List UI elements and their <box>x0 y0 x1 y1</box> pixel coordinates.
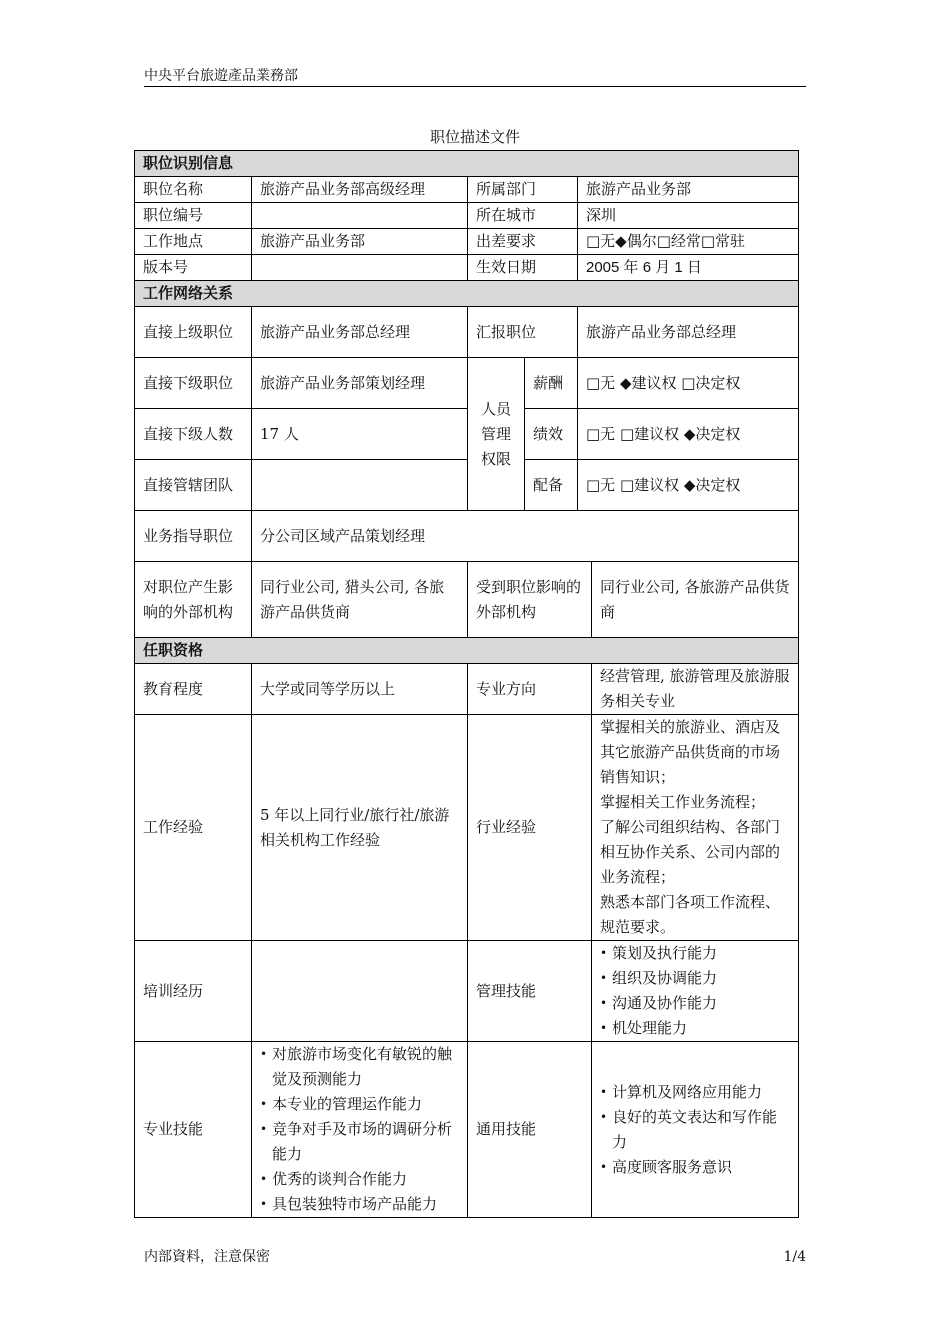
position-code-label: 职位编号 <box>135 203 252 229</box>
city-label: 所在城市 <box>468 203 578 229</box>
experience-label: 工作经验 <box>135 715 252 941</box>
position-code-value <box>252 203 468 229</box>
effective-date-label: 生效日期 <box>468 255 578 281</box>
training-label: 培训经历 <box>135 941 252 1042</box>
headcount-label: 直接下级人数 <box>135 409 252 460</box>
external-label: 对职位产生影响的外部机构 <box>135 562 252 638</box>
position-name-value: 旅游产品业务部高级经理 <box>252 177 468 203</box>
management-value <box>592 941 799 1042</box>
affected-label: 受到职位影响的外部机构 <box>468 562 592 638</box>
industry-line: 掌握相关工作业务流程； <box>600 793 766 811</box>
job-description-table <box>134 150 799 1218</box>
salary-label: 薪酬 <box>525 358 578 409</box>
list-item: • 机处理能力 <box>600 1016 790 1041</box>
staffing-label: 配备 <box>525 460 578 511</box>
report-value: 旅游产品业务部总经理 <box>578 307 799 358</box>
industry-line: 熟悉本部门各项工作流程、规范要求。 <box>600 893 781 936</box>
team-value <box>252 460 468 511</box>
education-label: 教育程度 <box>135 664 252 715</box>
authority-label: 人员管理权限 <box>468 358 525 511</box>
version-value <box>252 255 468 281</box>
affected-value: 同行业公司, 各旅游产品供货商 <box>592 562 799 638</box>
report-label: 汇报职位 <box>468 307 578 358</box>
education-value: 大学或同等学历以上 <box>252 664 468 715</box>
section-network: 工作网络关系 <box>135 281 799 307</box>
major-label: 专业方向 <box>468 664 592 715</box>
performance-label: 绩效 <box>525 409 578 460</box>
professional-value <box>252 1042 468 1218</box>
industry-line: 掌握相关的旅游业、酒店及其它旅游产品供货商的市场销售知识； <box>600 718 781 786</box>
superior-value: 旅游产品业务部总经理 <box>252 307 468 358</box>
external-value: 同行业公司, 猎头公司, 各旅游产品供货商 <box>252 562 468 638</box>
travel-label: 出差要求 <box>468 229 578 255</box>
list-item: • 本专业的管理运作能力 <box>260 1092 459 1117</box>
position-name-label: 职位名称 <box>135 177 252 203</box>
team-label: 直接管辖团队 <box>135 460 252 511</box>
city-value: 深圳 <box>578 203 799 229</box>
list-item: • 对旅游市场变化有敏锐的触觉及预测能力 <box>260 1042 459 1092</box>
list-item: • 竞争对手及市场的调研分析能力 <box>260 1117 459 1167</box>
location-label: 工作地点 <box>135 229 252 255</box>
staffing-value: □无 □建议权 ◆决定权 <box>578 460 799 511</box>
list-item: • 计算机及网络应用能力 <box>600 1080 790 1105</box>
professional-label: 专业技能 <box>135 1042 252 1218</box>
list-item: • 具包装独特市场产品能力 <box>260 1192 459 1217</box>
document-title: 职位描述文件 <box>429 128 520 146</box>
list-item: • 良好的英文表达和写作能力 <box>600 1105 790 1155</box>
version-label: 版本号 <box>135 255 252 281</box>
section-qualification: 任职资格 <box>135 638 799 664</box>
superior-label: 直接上级职位 <box>135 307 252 358</box>
experience-value: 5 年以上同行业/旅行社/旅游相关机构工作经验 <box>252 715 468 941</box>
general-label: 通用技能 <box>468 1042 592 1218</box>
effective-date-value: 2005 年 6 月 1 日 <box>578 255 799 281</box>
industry-line: 了解公司组织结构、各部门相互协作关系、公司内部的业务流程； <box>600 818 781 886</box>
list-item: • 优秀的谈判合作能力 <box>260 1167 459 1192</box>
management-label: 管理技能 <box>468 941 592 1042</box>
headcount-value: 17 人 <box>252 409 468 460</box>
page-number: 1/4 <box>783 1249 806 1265</box>
industry-value <box>592 715 799 941</box>
major-value: 经营管理, 旅游管理及旅游服务相关专业 <box>592 664 799 715</box>
travel-value: □无◆偶尔□经常□常驻 <box>578 229 799 255</box>
location-value: 旅游产品业务部 <box>252 229 468 255</box>
list-item: • 策划及执行能力 <box>600 941 790 966</box>
subordinate-label: 直接下级职位 <box>135 358 252 409</box>
industry-label: 行业经验 <box>468 715 592 941</box>
document-header: 中央平台旅遊產品業務部 <box>144 66 806 87</box>
footer-confidential: 内部資料，注意保密 <box>144 1249 270 1265</box>
list-item: • 高度顾客服务意识 <box>600 1155 790 1180</box>
list-item: • 组织及协调能力 <box>600 966 790 991</box>
guidance-label: 业务指导职位 <box>135 511 252 562</box>
training-value <box>252 941 468 1042</box>
subordinate-value: 旅游产品业务部策划经理 <box>252 358 468 409</box>
general-value <box>592 1042 799 1218</box>
performance-value: □无 □建议权 ◆决定权 <box>578 409 799 460</box>
guidance-value: 分公司区域产品策划经理 <box>252 511 799 562</box>
department-value: 旅游产品业务部 <box>578 177 799 203</box>
department-label: 所属部门 <box>468 177 578 203</box>
section-identity: 职位识别信息 <box>135 151 799 177</box>
list-item: • 沟通及协作能力 <box>600 991 790 1016</box>
salary-value: □无 ◆建议权 □决定权 <box>578 358 799 409</box>
